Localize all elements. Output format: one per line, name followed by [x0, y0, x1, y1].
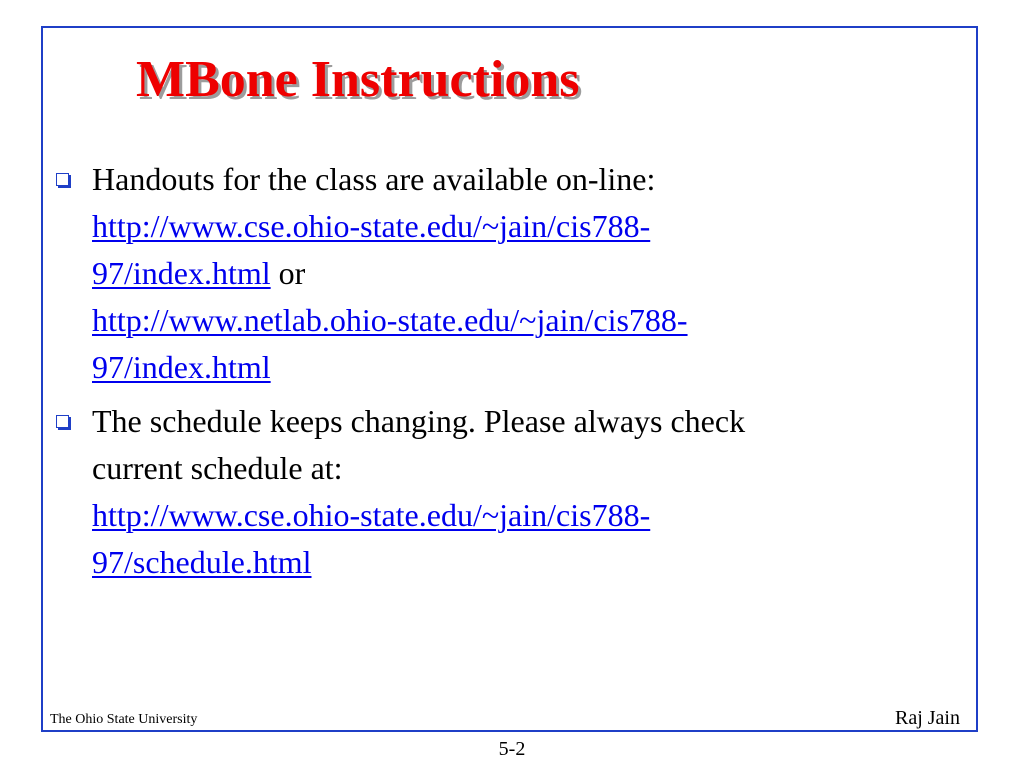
page-number: 5-2 [498, 738, 526, 760]
connector-text: or [278, 255, 306, 291]
bullet-list [56, 156, 956, 593]
handouts-netlab-link-continued[interactable]: 97/index.html [92, 349, 271, 385]
handouts-cse-link-continued[interactable]: 97/index.html [92, 255, 271, 291]
square-bullet-icon [56, 173, 69, 186]
footer-author: Raj Jain [895, 707, 960, 729]
bullet-text: The schedule keeps changing. Please always check [92, 403, 746, 439]
bullet-item-handouts [56, 156, 956, 391]
schedule-link-continued[interactable]: 97/schedule.html [92, 544, 312, 580]
bullet-text: Handouts for the class are available on-line: [92, 161, 656, 197]
slide-title: MBone Instructions [136, 51, 580, 108]
footer-institution: The Ohio State University [50, 712, 198, 727]
bullet-item-schedule [56, 398, 956, 586]
square-bullet-icon [56, 415, 69, 428]
handouts-netlab-link[interactable]: http://www.netlab.ohio-state.edu/~jain/cis788- [92, 302, 688, 338]
schedule-link[interactable]: http://www.cse.ohio-state.edu/~jain/cis788- [92, 497, 651, 533]
bullet-text-continued: current schedule at: [92, 450, 343, 486]
handouts-cse-link[interactable]: http://www.cse.ohio-state.edu/~jain/cis788- [92, 208, 651, 244]
